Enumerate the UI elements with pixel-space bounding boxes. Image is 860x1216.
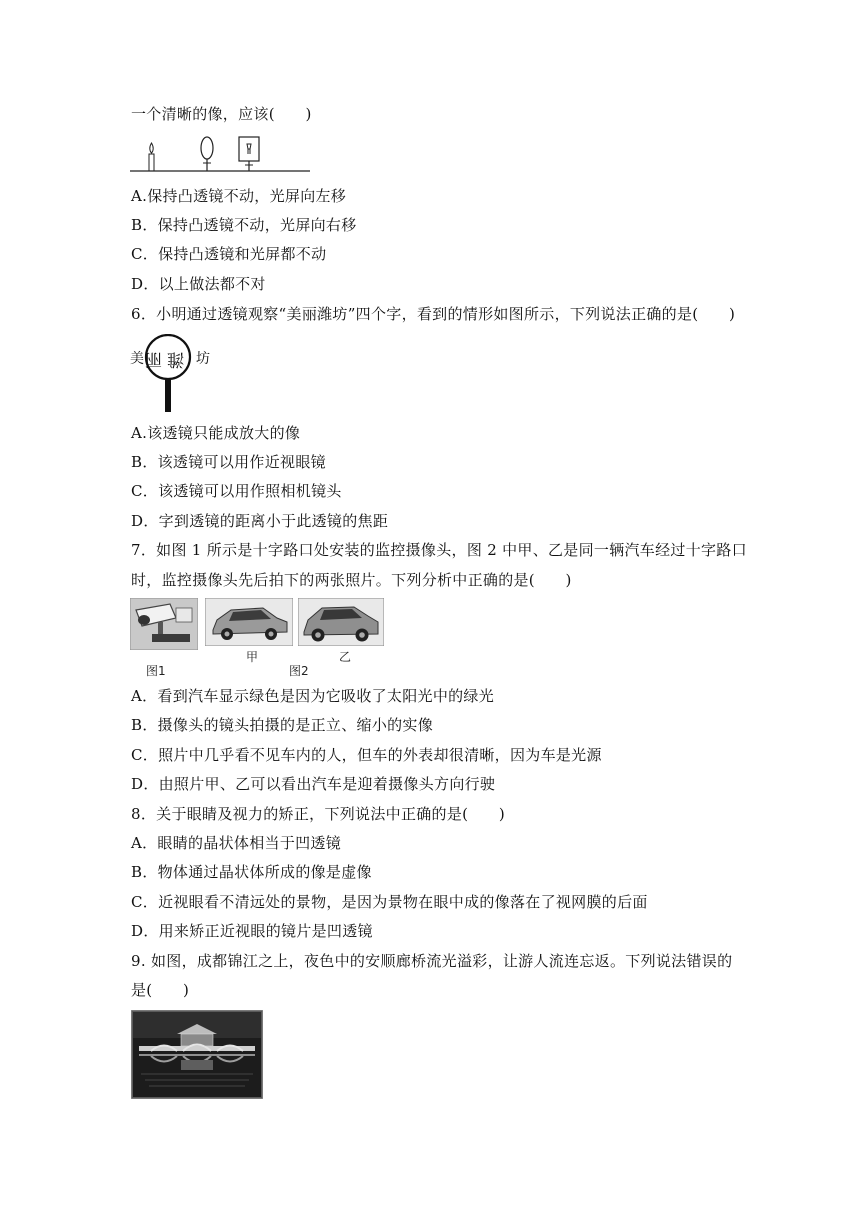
q5-option-b: B．保持凸透镜不动，光屏向右移 — [131, 216, 357, 234]
surveillance-camera-photo — [130, 598, 198, 650]
q7-stem-line-2: 时，监控摄像头先后拍下的两张照片。下列分析中正确的是( ) — [131, 571, 572, 589]
q9-stem-line-1: 9. 如图，成都锦江之上，夜色中的安顺廊桥流光溢彩，让游人流连忘返。下列说法错误的 — [131, 952, 733, 970]
q8-option-c: C．近视眼看不清远处的景物，是因为景物在眼中成的像落在了视网膜的后面 — [131, 893, 648, 911]
magnifier-figure — [128, 334, 228, 414]
char-lens-a: 丽 — [145, 349, 162, 369]
night-bridge-photo — [131, 1010, 263, 1099]
convex-lens-icon — [201, 137, 213, 171]
q7-stem-line-1: 7．如图 1 所示是十字路口处安装的监控摄像头，图 2 中甲、乙是同一辆汽车经过十字路口 — [131, 541, 747, 559]
q7-option-b: B．摄像头的镜头拍摄的是正立、缩小的实像 — [131, 716, 434, 734]
q5-option-c: C．保持凸透镜和光屏都不动 — [131, 245, 327, 263]
q6-option-a: A.该透镜只能成放大的像 — [131, 424, 301, 442]
q6-option-c: C．该透镜可以用作照相机镜头 — [131, 482, 342, 500]
q5-intro: 一个清晰的像，应该( ) — [131, 105, 312, 123]
caption-fig2: 图2 — [289, 664, 309, 678]
caption-yi: 乙 — [339, 650, 352, 664]
q6-option-b: B．该透镜可以用作近视眼镜 — [131, 453, 326, 471]
q6-option-d: D．字到透镜的距离小于此透镜的焦距 — [131, 512, 389, 530]
caption-jia: 甲 — [246, 650, 259, 664]
magnifier-handle — [165, 379, 171, 412]
q8-stem: 8．关于眼睛及视力的矫正，下列说法中正确的是( ) — [131, 805, 506, 823]
q7-option-a: A．看到汽车显示绿色是因为它吸收了太阳光中的绿光 — [131, 687, 495, 705]
q7-option-d: D．由照片甲、乙可以看出汽车是迎着摄像头方向行驶 — [131, 775, 496, 793]
char-lens-b: 潍 — [167, 349, 184, 369]
char-right: 坊 — [196, 351, 210, 367]
q5-option-d: D．以上做法都不对 — [131, 275, 266, 293]
caption-fig1: 图1 — [146, 664, 166, 678]
car-photo-jia — [205, 598, 293, 646]
candle-icon — [149, 143, 154, 171]
q7-option-c: C．照片中几乎看不见车内的人，但车的外表却很清晰，因为车是光源 — [131, 746, 602, 764]
q6-stem: 6．小明通过透镜观察“美丽潍坊”四个字，看到的情形如图所示，下列说法正确的是( ) — [131, 305, 736, 323]
char-left: 美 — [130, 351, 144, 367]
light-screen-icon — [239, 137, 259, 171]
q8-option-d: D．用来矫正近视眼的镜片是凹透镜 — [131, 922, 373, 940]
q8-option-b: B．物体通过晶状体所成的像是虚像 — [131, 863, 372, 881]
car-photo-yi — [298, 598, 384, 646]
optical-bench-figure — [128, 132, 318, 178]
q5-option-a: A.保持凸透镜不动，光屏向左移 — [131, 187, 347, 205]
q8-option-a: A．眼睛的晶状体相当于凹透镜 — [131, 834, 342, 852]
q9-stem-line-2: 是( ) — [131, 981, 190, 999]
